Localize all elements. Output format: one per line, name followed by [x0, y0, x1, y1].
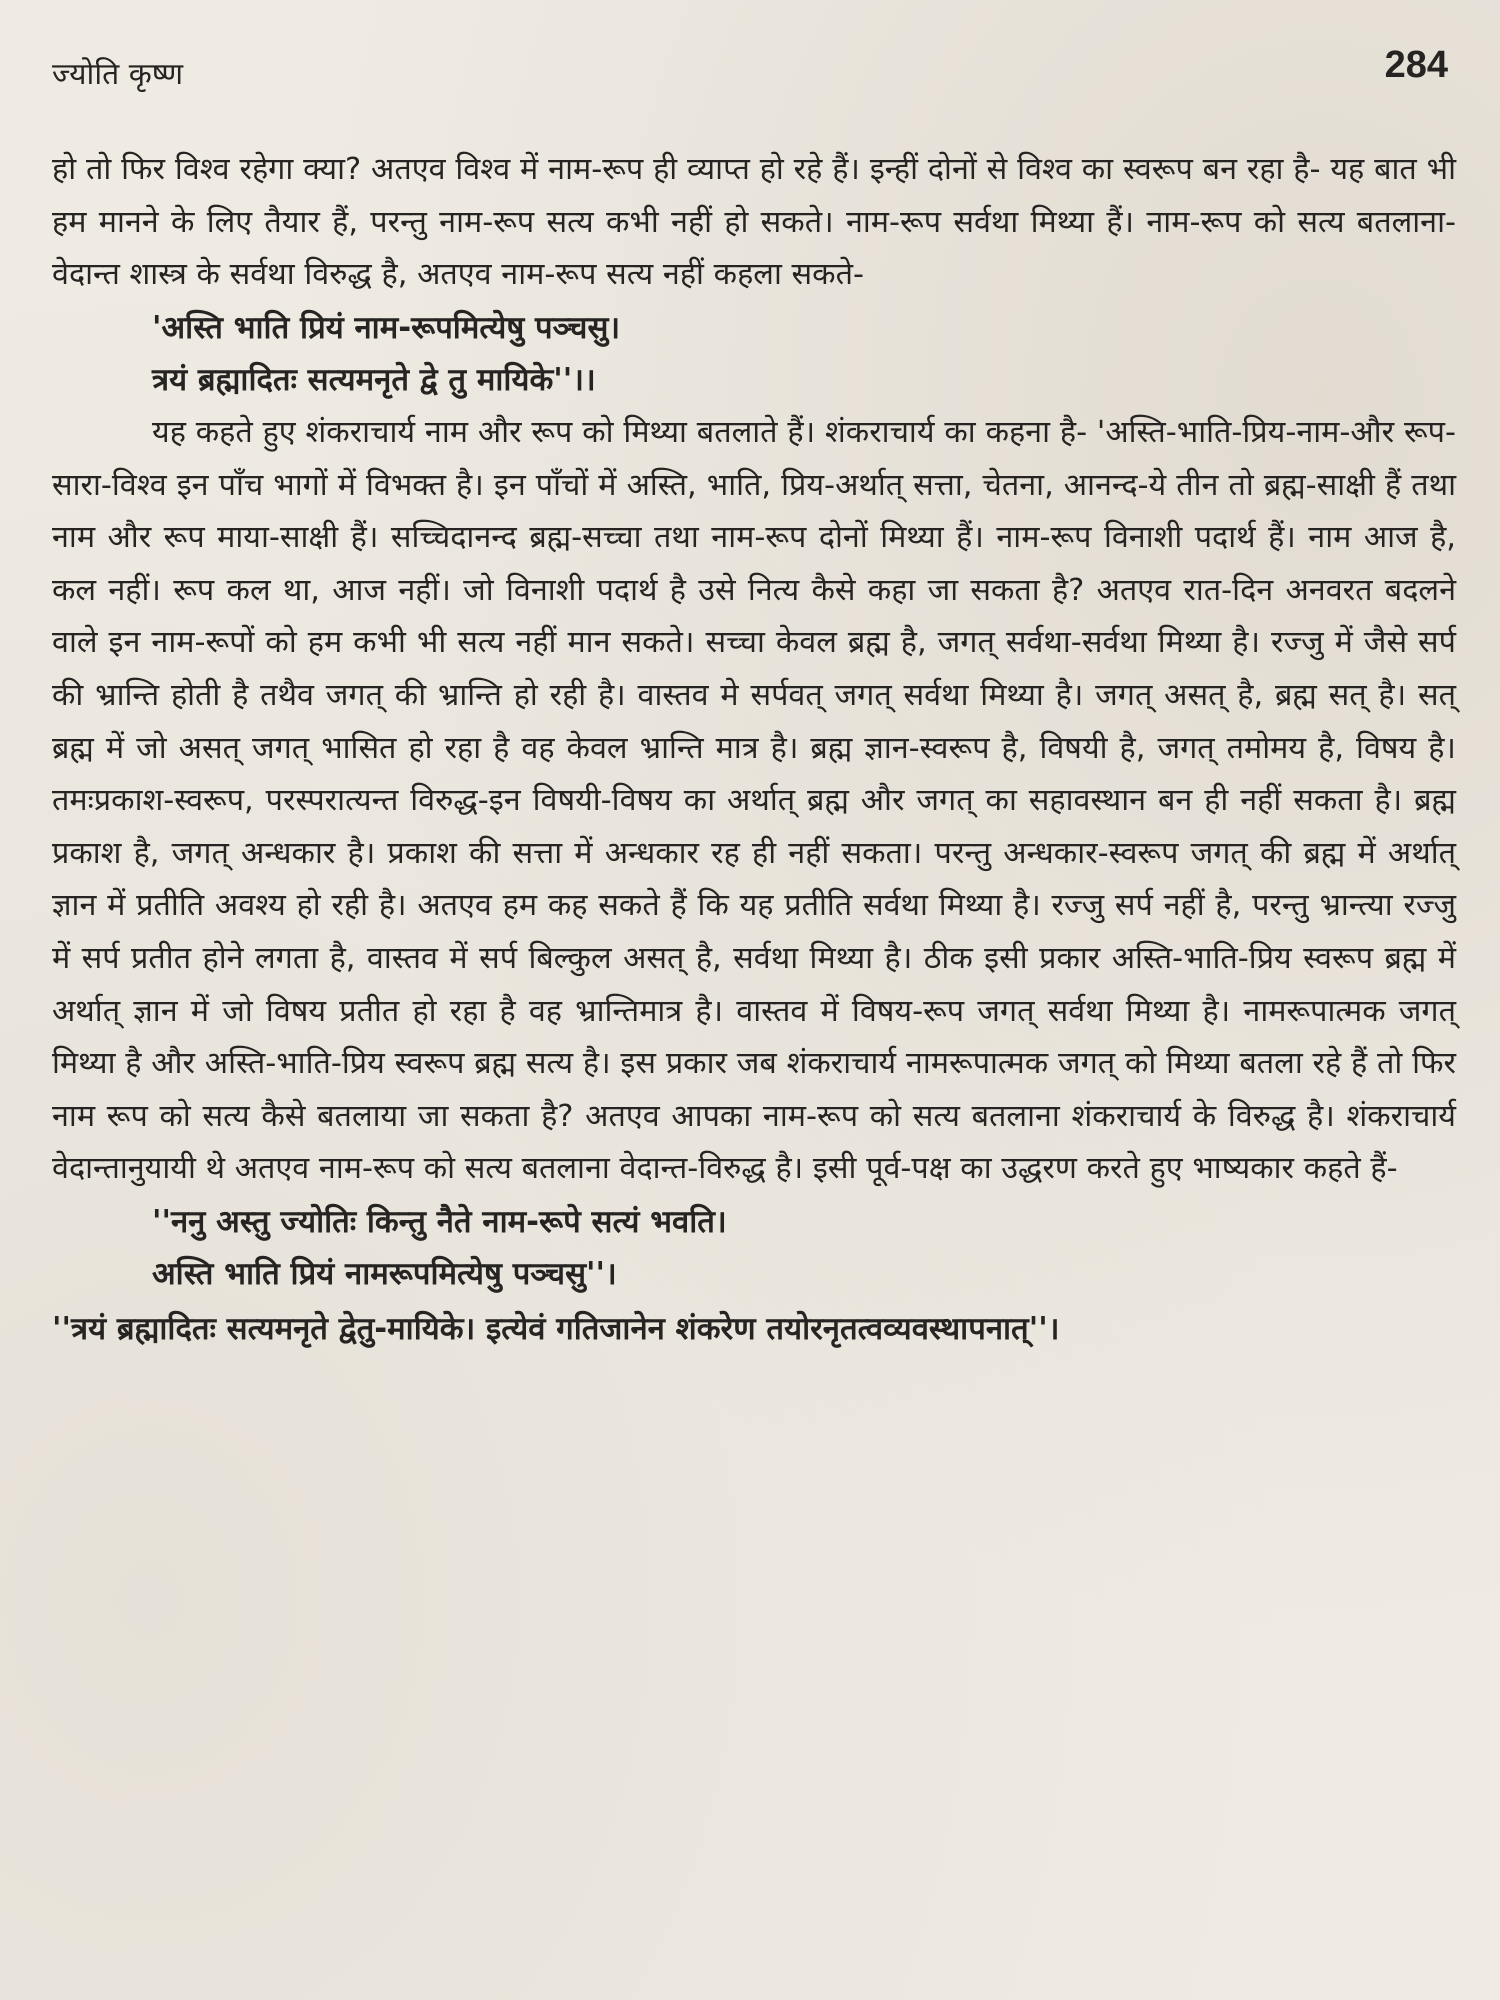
running-head [52, 42, 1456, 102]
verse-block-2 [52, 1196, 1456, 1301]
running-title: ज्योति कृष्ण [52, 57, 184, 92]
closing-quote: ''त्रयं ब्रह्मादितः सत्यमनृते द्वेतु-मायिके। इत्येवं गतिजानेन शंकरेण तयोरनृतत्वव्यवस्थापनात्''। [52, 1311, 1060, 1348]
verse-1-line-1: 'अस्ति भाति प्रियं नाम-रूपमित्येषु पञ्चसु। [152, 309, 621, 346]
page-number: 284 [1384, 44, 1448, 86]
body-text [52, 144, 1456, 1356]
verse-block-1 [52, 302, 1456, 407]
verse-1-line-2: त्रयं ब्रह्मादितः सत्यमनृते द्वे तु मायिके''।। [152, 362, 596, 399]
paragraph-1: हो तो फिर विश्व रहेगा क्या? अतएव विश्व में नाम-रूप ही व्याप्त हो रहे हैं। इन्हीं दोनों से विश्व का स्वरूप बन रहा है- यह बात भी हम मानने के लिए तैयार हैं, परन्तु नाम-रूप सत्य कभी नहीं हो सकते। नाम-रूप सर्वथा मिथ्या हैं। नाम-रूप को सत्य बतलाना-वेदान्त शास्त्र के सर्वथा विरुद्ध है, अतएव नाम-रूप सत्य नहीं कहला सकते- [52, 152, 1456, 293]
verse-2-line-2: अस्ति भाति प्रियं नामरूपमित्येषु पञ्चसु''। [152, 1256, 617, 1293]
verse-2-line-1: ''ननु अस्तु ज्योतिः किन्तु नैते नाम-रूपे सत्यं भवति। [152, 1203, 727, 1240]
paragraph-2: यह कहते हुए शंकराचार्य नाम और रूप को मिथ्या बतलाते हैं। शंकराचार्य का कहना है- 'अस्ति-भाति-प्रिय-नाम-और रूप-सारा-विश्व इन पाँच भागों में विभक्त है। इन पाँचों में अस्ति, भाति, प्रिय-अर्थात् सत्ता, चेतना, आनन्द-ये तीन तो ब्रह्म-साक्षी हैं तथा नाम और रूप माया-साक्षी हैं। सच्चिदानन्द ब्रह्म-सच्चा तथा नाम-रूप दोनों मिथ्या हैं। नाम-रूप विनाशी पदार्थ हैं। नाम आज है, कल नहीं। रूप कल था, आज नहीं। जो विनाशी पदार्थ है उसे नित्य कैसे कहा जा सकता है? अतएव रात-दिन अनवरत बदलने वाले इन नाम-रूपों को हम कभी भी सत्य नहीं मान सकते। सच्चा केवल ब्रह्म है, जगत् सर्वथा-सर्वथा मिथ्या है। रज्जु में जैसे सर्प की भ्रान्ति होती है तथैव जगत् की भ्रान्ति हो रही है। वास्तव मे सर्पवत् जगत् सर्वथा मिथ्या है। जगत् असत् है, ब्रह्म सत् है। सत् ब्रह्म में जो असत् जगत् भासित हो रहा है वह केवल भ्रान्ति मात्र है। ब्रह्म ज्ञान-स्वरूप है, विषयी है, जगत् तमोमय है, विषय है। तमःप्रकाश-स्वरूप, परस्परात्यन्त विरुद्ध-इन विषयी-विषय का अर्थात् ब्रह्म और जगत् का सहावस्थान बन ही नहीं सकता है। ब्रह्म प्रकाश है, जगत् अन्धकार है। प्रकाश की सत्ता में अन्धकार रह ही नहीं सकता। परन्तु अन्धकार-स्वरूप जगत् की ब्रह्म में अर्थात् ज्ञान में प्रतीति अवश्य हो रही है। अतएव हम कह सकते हैं कि यह प्रतीति सर्वथा मिथ्या है। रज्जु सर्प नहीं है, परन्तु भ्रान्त्या रज्जु में सर्प प्रतीत होने लगता है, वास्तव में सर्प बिल्कुल असत् है, सर्वथा मिथ्या है। ठीक इसी प्रकार अस्ति-भाति-प्रिय स्वरूप ब्रह्म में अर्थात् ज्ञान में जो विषय प्रतीत हो रहा है वह भ्रान्तिमात्र है। वास्तव में विषय-रूप जगत् सर्वथा मिथ्या है। नामरूपात्मक जगत् मिथ्या है और अस्ति-भाति-प्रिय स्वरूप ब्रह्म सत्य है। इस प्रकार जब शंकराचार्य नामरूपात्मक जगत् को मिथ्या बतला रहे हैं तो फिर नाम रूप को सत्य कैसे बतलाया जा सकता है? अतएव आपका नाम-रूप को सत्य बतलाना शंकराचार्य के विरुद्ध है। शंकराचार्य वेदान्तानुयायी थे अतएव नाम-रूप को सत्य बतलाना वेदान्त-विरुद्ध है। इसी पूर्व-पक्ष का उद्धरण करते हुए भाष्यकार कहते हैं- [52, 414, 1456, 1187]
